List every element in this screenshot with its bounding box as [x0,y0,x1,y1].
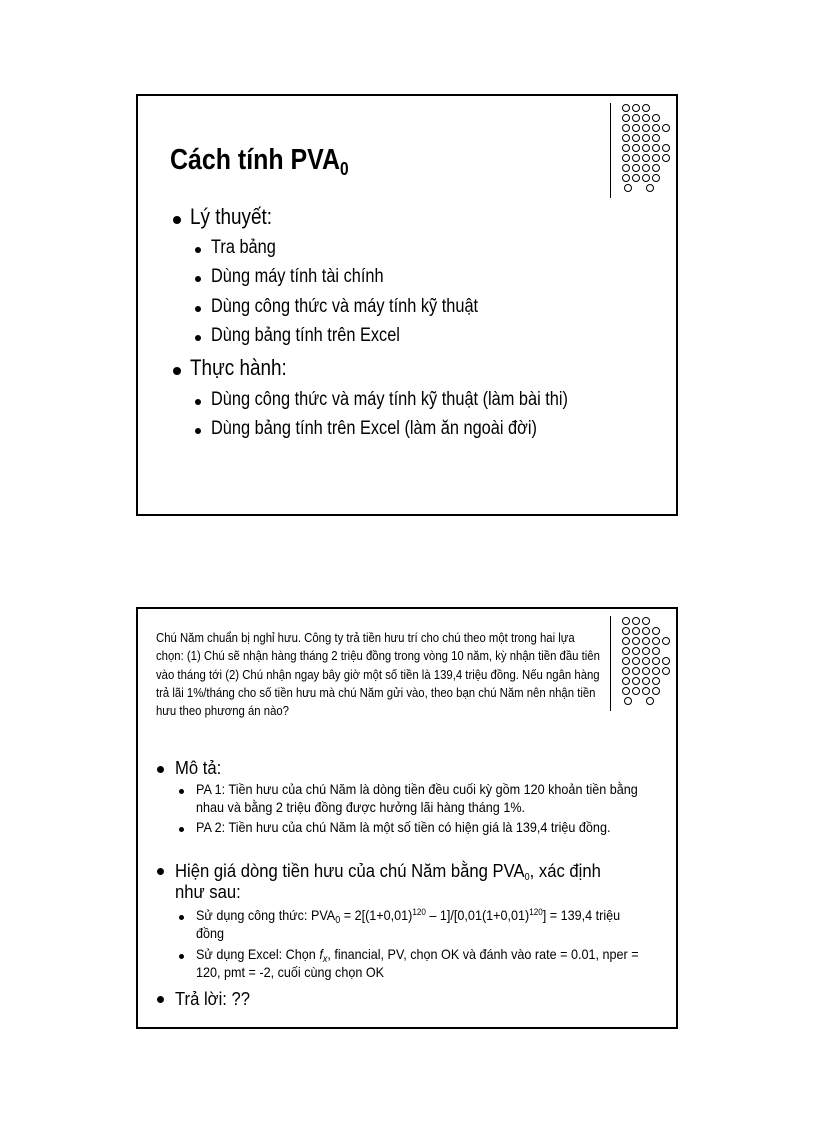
excel-item: Sử dụng Excel: Chọn $f_x$, financial, PV, chọn OK và đánh vào rate = 0.01, nper = 120, pmt = -2, cuối cùng chọn OK [196,946,639,980]
decor-dot [622,164,630,172]
decor-dot [622,104,630,112]
bullet-dot [179,827,184,832]
mota-label: Mô tả: [175,757,222,778]
decor-dot [652,174,660,182]
decor-dot [642,114,650,122]
decor-dot [652,667,660,675]
decor-dot [622,144,630,152]
decor-dot [642,647,650,655]
decor-dot [652,637,660,645]
decor-dot [652,134,660,142]
bullet-dot [157,766,164,773]
formula-item: Sử dụng công thức: $PVA_0 = 2[(1+0,01)^{120} - 1]/[0,01(1+0,01)^{120}] = 139,4$ triệu đồng [196,907,621,941]
decor-dot [642,687,650,695]
decor-dot [642,144,650,152]
decor-dot [652,154,660,162]
bullet-dot [179,789,184,794]
decor-dot [622,174,630,182]
list-item: Tra bảng [211,237,276,258]
hiengia-label: Hiện giá dòng tiền hưu của chú Năm bằng PVA0, xác định như sau: [175,860,601,902]
decor-dot [624,184,632,192]
decor-vertical-line [610,103,611,198]
decor-dot [632,134,640,142]
decor-dot [632,667,640,675]
problem-statement: Chú Năm chuẩn bị nghỉ hưu. Công ty trả tiền hưu trí cho chú theo một trong hai lựa chọn: (1) Chú sẽ nhận hàng tháng 2 triệu đồng trong vòng 10 năm, kỳ nhận tiền đầu tiên vào tháng tới (2) Chú nhận ngay bây giờ một số tiền là 139,4 triệu đồng. Nếu ngân hàng trả lãi 1%/tháng cho số tiền hưu mà chú Năm gửi vào, theo bạn chú Năm nên nhận tiền hưu theo phương án nào? [156,630,600,719]
decor-dot [652,657,660,665]
decor-dot [652,114,660,122]
decor-dot [632,647,640,655]
decor-dot [632,104,640,112]
decor-dot [662,144,670,152]
list-item: Dùng máy tính tài chính [211,266,384,287]
bullet-dot [195,247,201,253]
list-item: PA 2: Tiền hưu của chú Năm là một số tiền có hiện giá là 139,4 triệu đồng. [196,819,611,835]
decor-dot [642,637,650,645]
list-item: PA 1: Tiền hưu của chú Năm là dòng tiền đều cuối kỳ gồm 120 khoản tiền bằng nhau và bằng 2 triệu đồng được hưởng lãi hàng tháng 1%. [196,781,638,815]
decor-dot [662,667,670,675]
answer-label: Trả lời: ?? [175,988,251,1009]
decor-dot [642,677,650,685]
decor-dot [632,124,640,132]
decor-dot [632,174,640,182]
decor-dot [652,677,660,685]
bullet-dot [179,915,184,920]
bullet-dot [195,276,201,282]
decor-dot [632,657,640,665]
group-label-practice: Thực hành: [190,355,287,380]
decor-dot [622,134,630,142]
decor-dot [642,164,650,172]
decor-dot [632,154,640,162]
decor-dot [662,637,670,645]
group-label-theory: Lý thuyết: [190,204,273,229]
decor-dot [642,174,650,182]
bullet-dot [195,335,201,341]
bullet-dot [179,954,184,959]
decor-dot [652,647,660,655]
decor-dot [632,164,640,172]
decor-dot [642,667,650,675]
decor-dot [652,144,660,152]
decor-dot [622,154,630,162]
list-item: Dùng bảng tính trên Excel [211,325,400,346]
list-item: Dùng bảng tính trên Excel (làm ăn ngoài đời) [211,418,537,439]
decor-dot [662,154,670,162]
slide-2 [136,607,678,1029]
bullet-dot [195,399,201,405]
slide-title: Cách tính $PVA_0$ [170,144,349,179]
decor-dot [622,114,630,122]
decor-dot [632,114,640,122]
decor-dot [622,617,630,625]
decor-dot [632,627,640,635]
decor-dot [646,697,654,705]
list-item: Dùng công thức và máy tính kỹ thuật (làm bài thi) [211,389,568,410]
decor-dot [632,677,640,685]
decor-dot [652,627,660,635]
bullet-dot [195,306,201,312]
list-item: Dùng công thức và máy tính kỹ thuật [211,296,479,317]
decor-dot [652,124,660,132]
decor-dot [642,657,650,665]
decor-dot [642,627,650,635]
decor-dot [622,124,630,132]
decor-dot [642,104,650,112]
decor-dot [662,124,670,132]
decor-dot [642,124,650,132]
bullet-dot [195,428,201,434]
bullet-dot [157,996,164,1003]
decor-dot [646,184,654,192]
bullet-dot [173,216,181,224]
decor-dot [652,687,660,695]
decor-dot [632,637,640,645]
decor-dot [642,154,650,162]
decor-dot [642,134,650,142]
slide-1 [136,94,678,516]
bullet-dot [173,367,181,375]
decor-dot [632,617,640,625]
decor-dot [632,687,640,695]
decor-dot [652,164,660,172]
decor-dot [632,144,640,152]
bullet-dot [157,868,164,875]
decor-dot [642,617,650,625]
decor-dot [662,657,670,665]
